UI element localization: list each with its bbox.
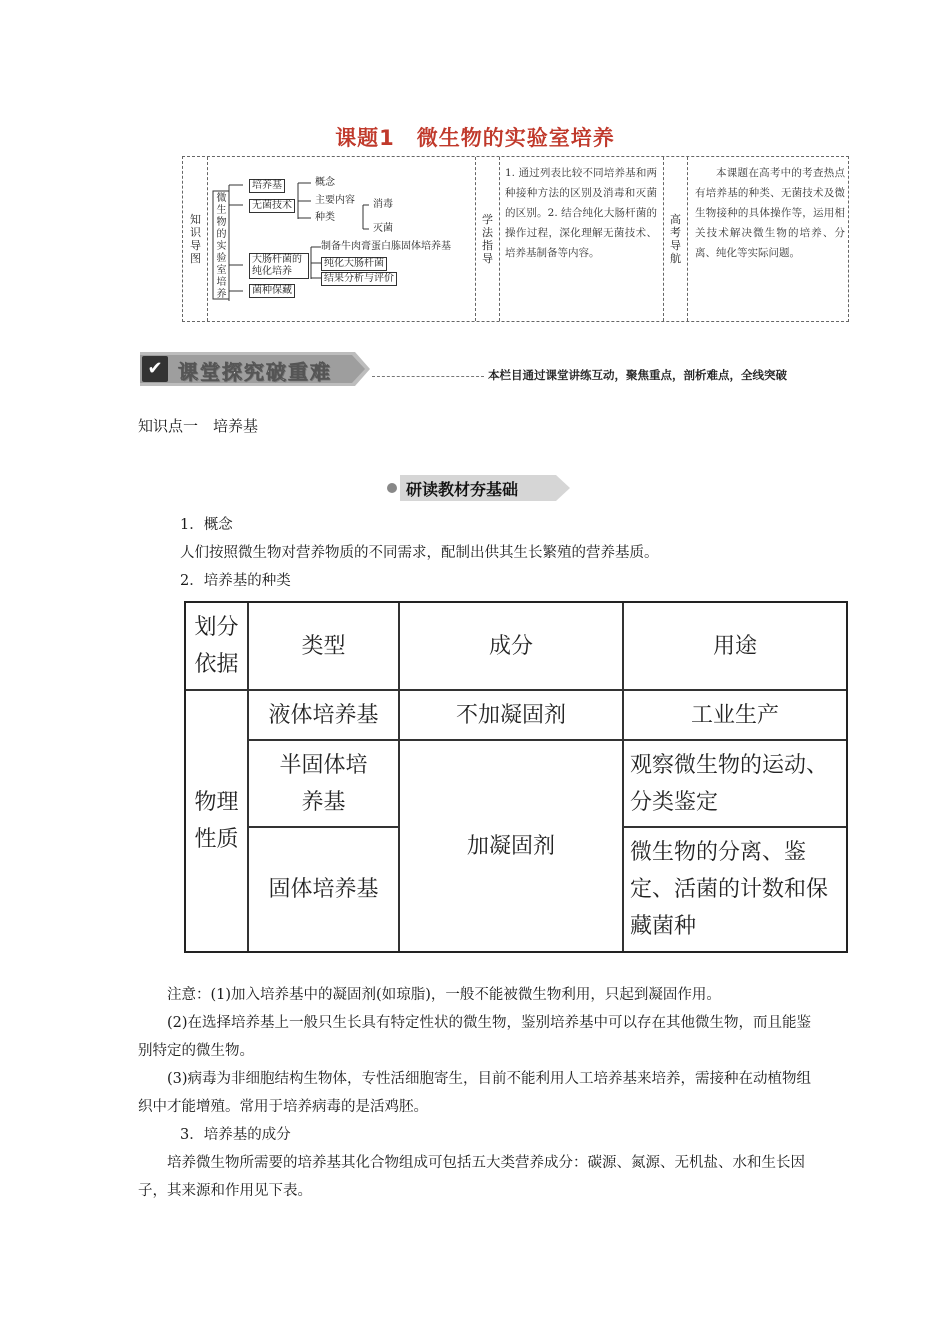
note-3: (3)病毒为非细胞结构生物体，专性活细胞寄生，目前不能利用人工培养基来培养，需接种在动植物组织中才能增殖。常用于培养病毒的是活鸡胚。 — [138, 1071, 812, 1115]
banner-title: 课堂探究破重难 — [178, 360, 332, 384]
type-solid: 固体培养基 — [268, 877, 379, 902]
banner-note: 本栏目通过课堂讲练互动，聚焦重点，剖析难点，全线突破 — [488, 368, 787, 382]
page-title: 课题1 微生物的实验室培养 — [335, 126, 615, 150]
component-liquid: 不加凝固剂 — [455, 702, 566, 728]
method-text: 1. 通过列表比较不同培养基和两种接种方法的区别及消毒和灭菌的区别。2. 结合纯化大肠杆菌的操作过程，深化理解无菌技术、培养基制备等内容。 — [505, 167, 657, 259]
method-label: 学法指导 — [482, 213, 493, 265]
section3-heading: 3．培养基的成分 — [180, 1127, 291, 1143]
map-node-sterilize: 灭菌 — [373, 223, 393, 234]
header-type: 类型 — [301, 633, 346, 659]
header-component: 成分 — [488, 633, 533, 659]
use-solid: 微生物的分离、鉴定、活菌的计数和保藏菌种 — [630, 840, 829, 939]
map-node-medium: 培养基 — [249, 179, 285, 193]
map-node-purify: 纯化大肠杆菌 — [321, 257, 387, 271]
checkmark-icon: ✔ — [142, 356, 168, 382]
note-2: (2)在选择培养基上一般只生长具有特定性状的微生物，鉴别培养基中可以存在其他微生物，而且能鉴别特定的微生物。 — [138, 1015, 812, 1059]
basis-cell: 物理性质 — [194, 790, 239, 852]
section1-text: 人们按照微生物对营养物质的不同需求，配制出供其生长繁殖的营养基质。 — [180, 545, 659, 561]
knowledge-point-heading: 知识点一 培养基 — [138, 417, 259, 435]
header-basis: 划分依据 — [194, 615, 239, 677]
map-node-types: 种类 — [315, 212, 335, 223]
type-semisolid: 半固体培养基 — [279, 752, 368, 815]
section2-heading: 2．培养基的种类 — [180, 573, 291, 589]
map-node-main-content: 主要内容 — [315, 195, 355, 206]
map-node-ecoli: 大肠杆菌的纯化培养 — [249, 253, 309, 279]
banner-divider — [372, 376, 484, 377]
map-label: 知识导图 — [190, 213, 201, 265]
type-liquid: 液体培养基 — [268, 702, 379, 728]
lesson-overview-box — [182, 156, 849, 322]
exam-label: 高考导航 — [670, 213, 681, 265]
map-node-sterile: 无菌技术 — [249, 199, 295, 213]
subhead-title: 研读教材夯基础 — [406, 480, 519, 499]
map-node-concept: 概念 — [315, 177, 335, 188]
map-node-preserve: 菌种保藏 — [249, 284, 295, 298]
section3-text: 培养微生物所需要的培养基其化合物组成可包括五大类营养成分：碳源、氮源、无机盐、水和生长因子，其来源和作用见下表。 — [138, 1155, 805, 1199]
map-node-disinfect: 消毒 — [373, 199, 393, 210]
header-use: 用途 — [712, 633, 757, 659]
use-liquid: 工业生产 — [690, 702, 779, 728]
medium-types-table — [184, 601, 848, 953]
map-node-result: 结果分析与评价 — [321, 272, 397, 286]
exam-text: 本课题在高考中的考查热点有培养基的种类、无菌技术及微生物接种的具体操作等，运用相关技术解决微生物的培养、分离、纯化等实际问题。 — [695, 167, 845, 259]
use-semisolid: 观察微生物的运动、分类鉴定 — [630, 752, 829, 815]
section1-heading: 1．概念 — [180, 517, 233, 533]
note-1: 注意：(1)加入培养基中的凝固剂(如琼脂)，一般不能被微生物利用，只起到凝固作用。 — [167, 987, 721, 1003]
component-merged: 加凝固剂 — [466, 833, 555, 859]
map-node-prepare: 制备牛肉膏蛋白胨固体培养基 — [321, 241, 451, 252]
map-root: 微生物的实验室培养 — [216, 193, 227, 300]
